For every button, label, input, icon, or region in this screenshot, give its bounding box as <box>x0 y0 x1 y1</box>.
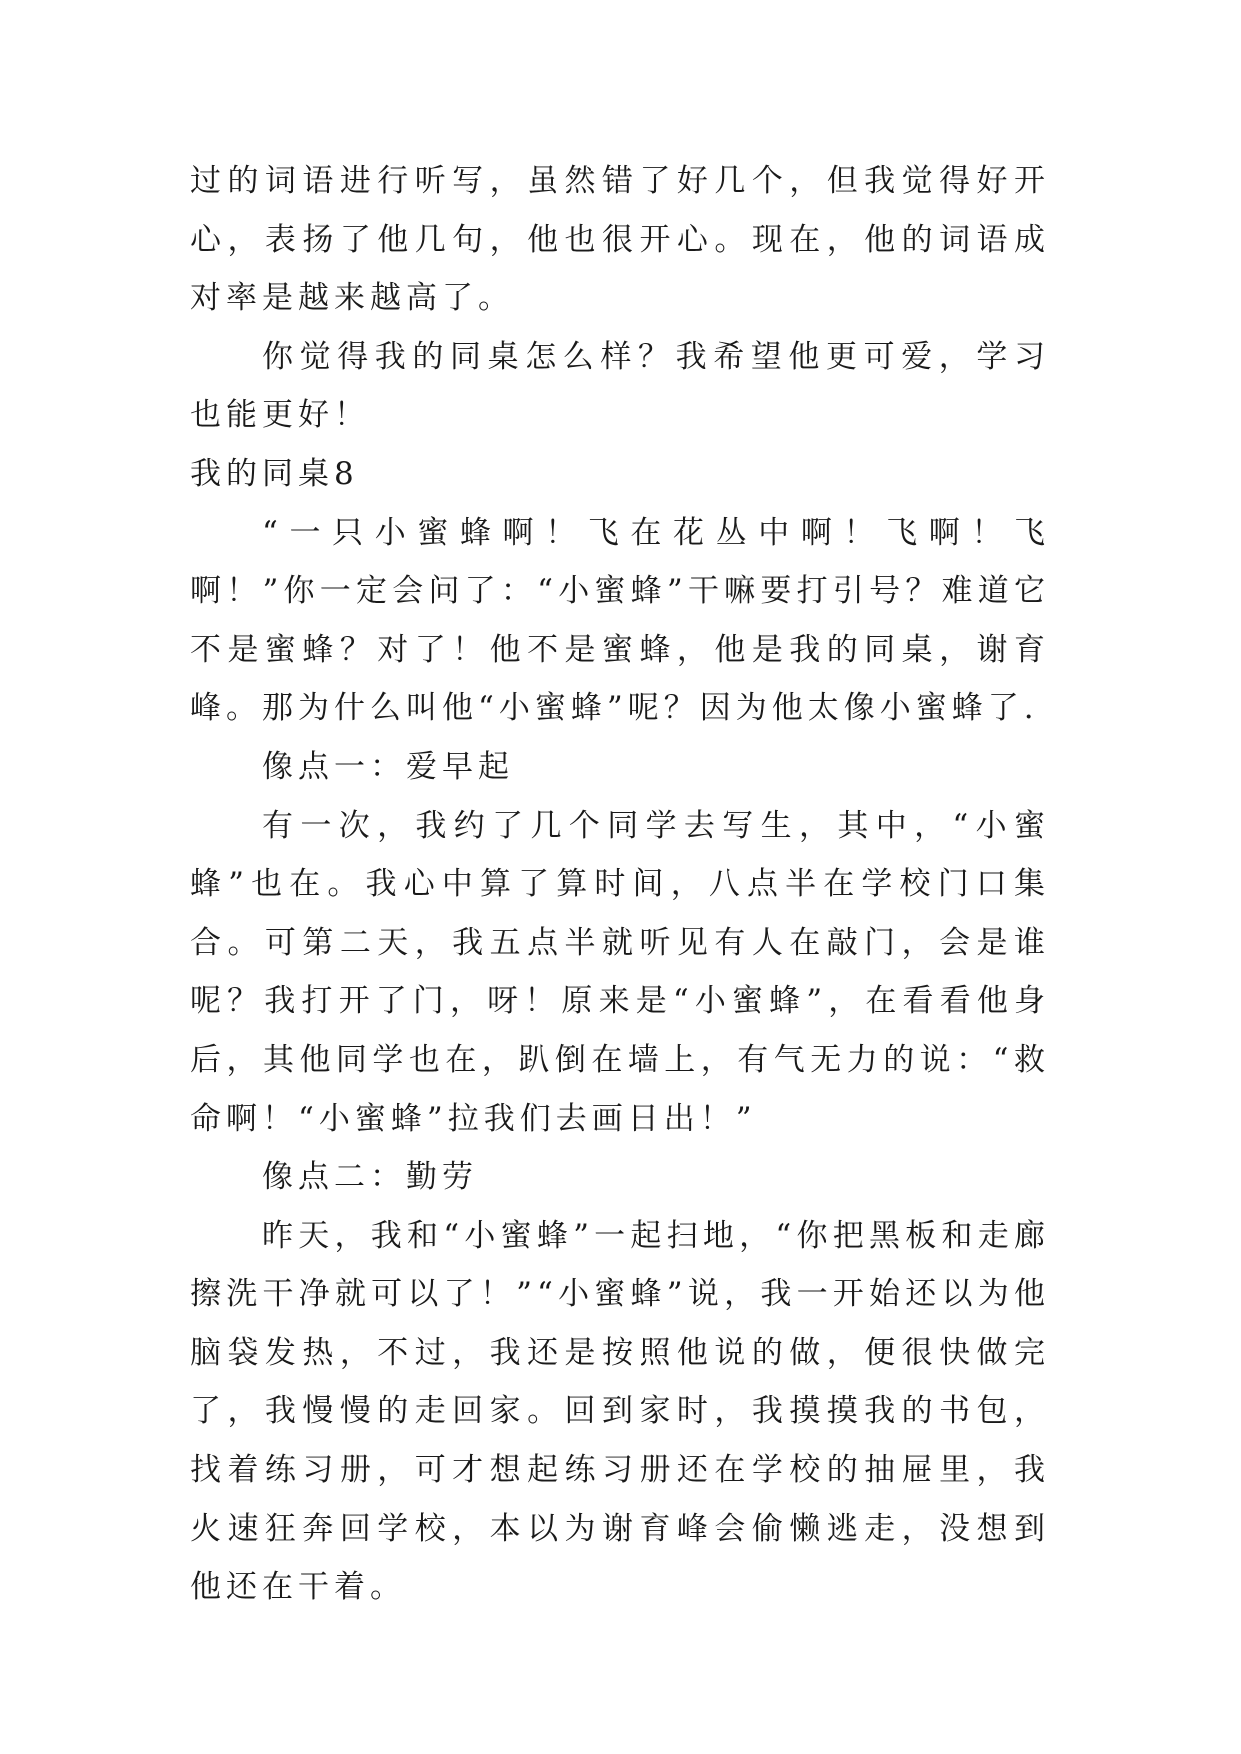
essay-title: 我的同桌8 <box>190 455 359 492</box>
paragraph-sketching-trip: 有一次，我约了几个同学去写生，其中，“小蜜蜂”也在。我心中算了算时间，八点半在学校门口集合。可第二天，我五点半就听见有人在敲门，会是谁呢？我打开了门，呀！原来是“小蜜蜂”，在看看他身后，其他同学也在，趴倒在墙上，有气无力的说：“救命啊！“小蜜蜂”拉我们去画日出！” <box>190 807 1050 1137</box>
section-heading-early-riser: 像点一：爱早起 <box>262 748 514 785</box>
paragraph-sweeping: 昨天，我和“小蜜蜂”一起扫地，“你把黑板和走廊擦洗干净就可以了！”“小蜜蜂”说，我一开始还以为他脑袋发热，不过，我还是按照他说的做，便很快做完了，我慢慢的走回家。回到家时，我摸摸我的书包，找着练习册，可才想起练习册还在学校的抽屉里，我火速狂奔回学校，本以为谢育峰会偷懒逃走，没想到他还在干着。 <box>190 1217 1050 1606</box>
document-body <box>190 152 1050 1617</box>
section-heading-hardworking: 像点二：勤劳 <box>262 1159 478 1196</box>
paragraph-hope: 你觉得我的同桌怎么样？我希望他更可爱，学习也能更好！ <box>190 338 1050 434</box>
paragraph-intro: “一只小蜜蜂啊！飞在花丛中啊！飞啊！飞啊！”你一定会问了：“小蜜蜂”干嘛要打引号？难道它不是蜜蜂？对了！他不是蜜蜂，他是我的同桌，谢育峰。那为什么叫他“小蜜蜂”呢？因为他太像小蜜蜂了. <box>190 514 1050 727</box>
paragraph-continuation: 过的词语进行听写，虽然错了好几个，但我觉得好开心，表扬了他几句，他也很开心。现在，他的词语成对率是越来越高了。 <box>190 163 1050 317</box>
